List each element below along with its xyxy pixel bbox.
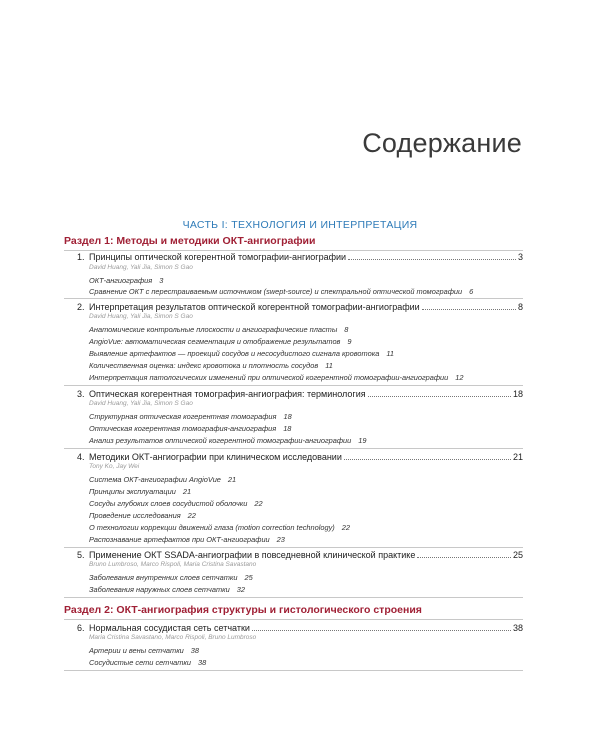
toc-subitem[interactable]: [89, 287, 473, 296]
toc-chapter-row[interactable]: [77, 251, 523, 264]
chapter-authors: Tony Ko, Jay Wei: [89, 463, 140, 470]
chapter-authors: David Huang, Yali Jia, Simon S Gao: [89, 400, 193, 407]
toc-chapter-row[interactable]: [77, 451, 523, 464]
subitem-title: Анализ результатов оптической когерентной томографии-ангиографии: [89, 436, 352, 445]
chapter-authors: David Huang, Yali Jia, Simon S Gao: [89, 264, 193, 271]
subitem-title: Сравнение ОКТ с перестраиваемым источником (swept-source) и спектральной оптической томографии: [89, 287, 463, 296]
chapter-page-number: 38: [512, 623, 523, 633]
subitem-page-number: 8: [344, 325, 349, 334]
subitem-title: Структурная оптическая когерентная томография: [89, 412, 277, 421]
chapter-title: Принципы оптической когерентной томографии-ангиографии: [89, 252, 347, 262]
chapter-title: Нормальная сосудистая сеть сетчатки: [89, 623, 250, 633]
subitem-page-number: 21: [182, 487, 192, 496]
subitem-page-number: 12: [455, 373, 464, 382]
chapter-number: 5.: [77, 550, 85, 560]
subitem-page-number: 21: [227, 475, 237, 484]
dot-leader: [417, 549, 511, 558]
toc-subitem[interactable]: [89, 646, 199, 655]
section-divider: [64, 619, 523, 620]
subitem-title: ОКТ-ангиография: [89, 276, 153, 285]
chapter-title: Оптическая когерентная томография-ангиография: терминология: [89, 389, 366, 399]
subitem-title: Анатомические контрольные плоскости и ангиографические пласты: [89, 325, 338, 334]
chapter-page-number: 3: [517, 252, 523, 262]
toc-subitem[interactable]: [89, 523, 350, 532]
chapter-authors: Bruno Lumbroso, Marco Rispoli, Maria Cristina Savastano: [89, 561, 257, 568]
chapter-authors: Maria Cristina Savastano, Marco Rispoli, Bruno Lumbroso: [89, 634, 257, 641]
subitem-title: Заболевания внутренних слоев сетчатки: [89, 573, 238, 582]
dot-leader: [252, 622, 511, 631]
subitem-title: Оптическая когерентная томография-ангиография: [89, 424, 277, 433]
subitem-title: Принципы эксплуатации: [89, 487, 176, 496]
chapter-number: 1.: [77, 252, 85, 262]
toc-subitem[interactable]: [89, 487, 191, 496]
subitem-page-number: 38: [190, 646, 200, 655]
toc-subitem[interactable]: [89, 325, 348, 334]
subitem-title: Распознавание артефактов при ОКТ-ангиографии: [89, 535, 270, 544]
chapter-divider: [64, 597, 523, 598]
subitem-title: Артерии и вены сетчатки: [89, 646, 184, 655]
subitem-title: Количественная оценка: индекс кровотока и плотность сосудов: [89, 361, 319, 370]
dot-leader: [422, 301, 516, 310]
subitem-page-number: 9: [347, 337, 352, 346]
toc-subitem[interactable]: [89, 511, 196, 520]
subitem-title: Сосуды глубоких слоев сосудистой оболочки: [89, 499, 248, 508]
subitem-title: Интерпретация патологических изменений при оптической когерентной томографии-ангиографии: [89, 373, 449, 382]
subitem-page-number: 11: [386, 349, 394, 358]
toc-subitem[interactable]: [89, 535, 285, 544]
subitem-page-number: 6: [469, 287, 474, 296]
part-heading: ЧАСТЬ I: ТЕХНОЛОГИЯ И ИНТЕРПРЕТАЦИЯ: [182, 219, 418, 231]
subitem-page-number: 3: [159, 276, 164, 285]
toc-subitem[interactable]: [89, 424, 291, 433]
subitem-title: Заболевания наружных слоев сетчатки: [89, 585, 230, 594]
section-heading: Раздел 1: Методы и методики ОКТ-ангиографии: [64, 235, 316, 247]
subitem-title: Выявление артефактов — проекций сосудов и несосудистого сигнала кровотока: [89, 349, 380, 358]
toc-subitem[interactable]: [89, 585, 245, 594]
chapter-divider: [64, 448, 523, 449]
toc-subitem[interactable]: [89, 337, 352, 346]
toc-subitem[interactable]: [89, 276, 163, 285]
subitem-page-number: 19: [358, 436, 367, 445]
subitem-page-number: 25: [244, 573, 253, 582]
toc-subitem[interactable]: [89, 361, 333, 370]
chapter-number: 3.: [77, 389, 85, 399]
chapter-title: Применение ОКТ SSADA-ангиографии в повседневной клинической практике: [89, 550, 416, 560]
subitem-page-number: 38: [198, 658, 207, 667]
toc-subitem[interactable]: [89, 658, 206, 667]
toc-subitem[interactable]: [89, 573, 253, 582]
chapter-divider: [64, 385, 523, 386]
chapter-page-number: 21: [512, 452, 523, 462]
chapter-title: Методики ОКТ-ангиографии при клиническом исследовании: [89, 452, 342, 462]
page-title: Содержание: [362, 128, 522, 158]
toc-subitem[interactable]: [89, 373, 464, 382]
chapter-page-number: 8: [517, 302, 523, 312]
subitem-title: AngioVue: автоматическая сегментация и отображение результатов: [89, 337, 341, 346]
section-heading: Раздел 2: ОКТ-ангиография структуры и гистологического строения: [64, 604, 422, 616]
dot-leader: [344, 451, 511, 460]
dot-leader: [348, 251, 516, 260]
chapter-number: 2.: [77, 302, 85, 312]
chapter-divider: [64, 670, 523, 671]
subitem-page-number: 32: [236, 585, 245, 594]
toc-subitem[interactable]: [89, 412, 292, 421]
subitem-title: Проведение исследования: [89, 511, 181, 520]
subitem-page-number: 22: [341, 523, 350, 532]
chapter-authors: David Huang, Yali Jia, Simon S Gao: [89, 313, 193, 320]
dot-leader: [368, 388, 511, 397]
subitem-page-number: 18: [283, 424, 292, 433]
subitem-page-number: 11: [325, 361, 333, 370]
subitem-title: Система ОКТ-ангиографии AngioVue: [89, 475, 221, 484]
chapter-title: Интерпретация результатов оптической когерентной томографии-ангиографии: [89, 302, 420, 312]
subitem-title: О технологии коррекции движений глаза (motion correction technology): [89, 523, 335, 532]
toc-subitem[interactable]: [89, 499, 263, 508]
chapter-page-number: 18: [512, 389, 523, 399]
chapter-number: 6.: [77, 623, 85, 633]
chapter-divider: [64, 298, 523, 299]
subitem-page-number: 22: [254, 499, 263, 508]
subitem-title: Сосудистые сети сетчатки: [89, 658, 192, 667]
chapter-page-number: 25: [512, 550, 523, 560]
toc-subitem[interactable]: [89, 475, 236, 484]
chapter-number: 4.: [77, 452, 85, 462]
chapter-divider: [64, 547, 523, 548]
subitem-page-number: 23: [276, 535, 285, 544]
subitem-page-number: 18: [283, 412, 292, 421]
toc-subitem[interactable]: [89, 436, 367, 445]
toc-subitem[interactable]: [89, 349, 394, 358]
subitem-page-number: 22: [187, 511, 196, 520]
